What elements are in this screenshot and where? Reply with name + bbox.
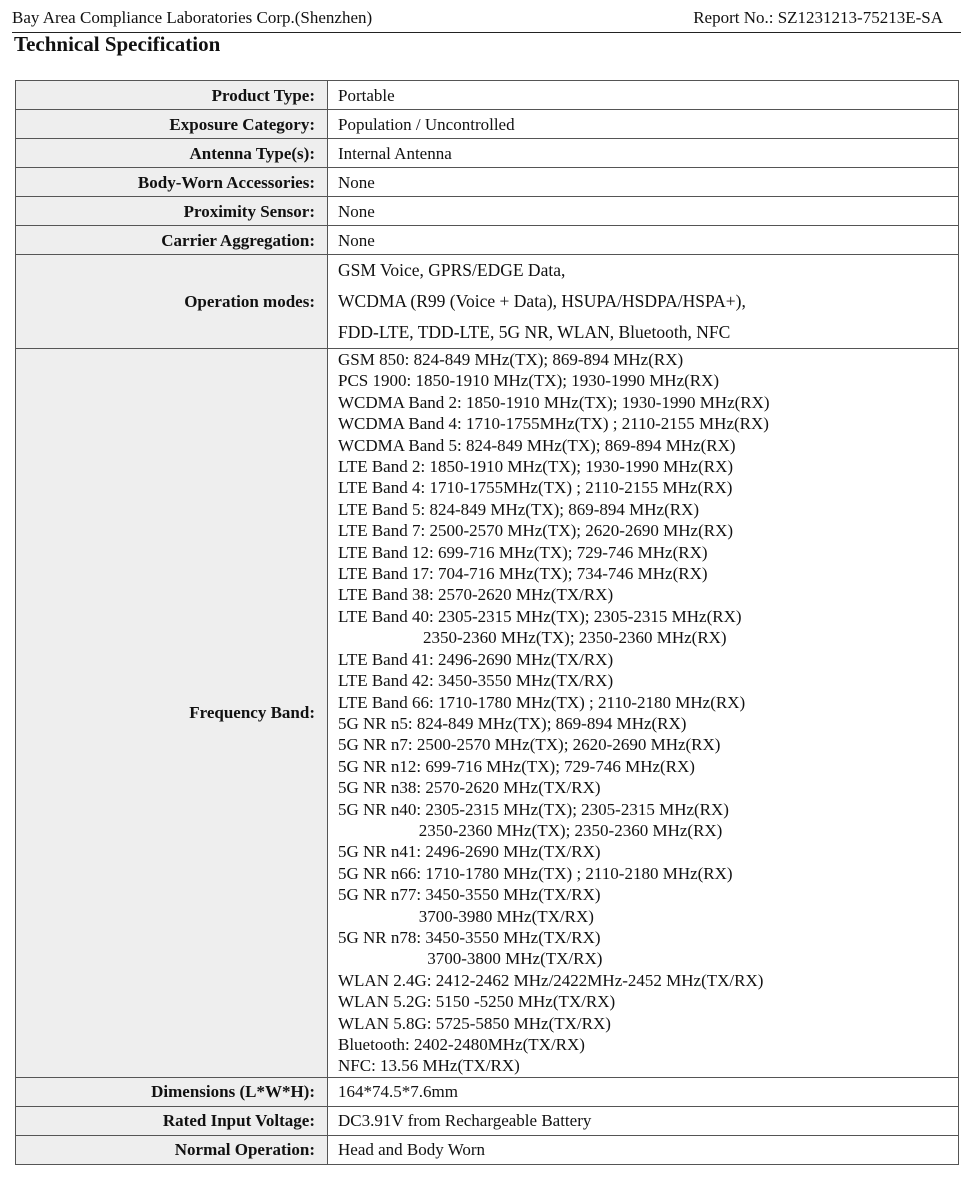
row-value: None: [328, 226, 959, 255]
frequency-line: NFC: 13.56 MHz(TX/RX): [338, 1056, 520, 1076]
row-label: Exposure Category:: [16, 110, 328, 139]
row-label: Proximity Sensor:: [16, 197, 328, 226]
frequency-line: LTE Band 7: 2500-2570 MHz(TX); 2620-2690 MHz(RX): [338, 521, 734, 541]
spec-table: [15, 80, 959, 1165]
table-row: [16, 110, 959, 139]
document-title: Technical Specification: [14, 32, 221, 56]
frequency-line: WCDMA Band 5: 824-849 MHz(TX); 869-894 MHz(RX): [338, 435, 736, 455]
frequency-line: 3700-3800 MHz(TX/RX): [338, 949, 603, 969]
table-row-frequency-band: [16, 349, 959, 1078]
row-label: Antenna Type(s):: [16, 139, 328, 168]
table-row: [16, 1077, 959, 1106]
operation-modes-value: [328, 255, 959, 349]
row-label: Operation modes:: [16, 255, 328, 349]
frequency-line: 5G NR n12: 699-716 MHz(TX); 729-746 MHz(RX): [338, 756, 695, 776]
row-value: Internal Antenna: [328, 139, 959, 168]
row-value: Portable: [328, 81, 959, 110]
row-label: Normal Operation:: [16, 1135, 328, 1164]
row-value: None: [328, 197, 959, 226]
page-header: [12, 6, 961, 33]
frequency-line: LTE Band 38: 2570-2620 MHz(TX/RX): [338, 585, 614, 605]
row-label: Carrier Aggregation:: [16, 226, 328, 255]
frequency-line: WCDMA Band 2: 1850-1910 MHz(TX); 1930-1990 MHz(RX): [338, 392, 770, 412]
row-value: Head and Body Worn: [328, 1135, 959, 1164]
table-row: [16, 1106, 959, 1135]
row-label: Dimensions (L*W*H):: [16, 1077, 328, 1106]
table-row: [16, 226, 959, 255]
table-row: [16, 197, 959, 226]
frequency-line: 5G NR n41: 2496-2690 MHz(TX/RX): [338, 842, 601, 862]
frequency-line: 3700-3980 MHz(TX/RX): [338, 906, 594, 926]
row-label: Frequency Band:: [16, 349, 328, 1078]
frequency-line: WCDMA Band 4: 1710-1755MHz(TX) ; 2110-2155 MHz(RX): [338, 414, 769, 434]
table-row: [16, 1135, 959, 1164]
frequency-line: WLAN 5.2G: 5150 -5250 MHz(TX/RX): [338, 992, 616, 1012]
row-value: DC3.91V from Rechargeable Battery: [328, 1106, 959, 1135]
table-row: [16, 139, 959, 168]
row-label: Product Type:: [16, 81, 328, 110]
frequency-line: 5G NR n40: 2305-2315 MHz(TX); 2305-2315 MHz(RX): [338, 799, 729, 819]
frequency-line: 5G NR n78: 3450-3550 MHz(TX/RX): [338, 927, 601, 947]
frequency-line: LTE Band 5: 824-849 MHz(TX); 869-894 MHz(RX): [338, 499, 700, 519]
frequency-line: PCS 1900: 1850-1910 MHz(TX); 1930-1990 MHz(RX): [338, 371, 720, 391]
operation-mode-line: FDD-LTE, TDD-LTE, 5G NR, WLAN, Bluetooth, NFC: [338, 322, 731, 342]
frequency-line: 5G NR n38: 2570-2620 MHz(TX/RX): [338, 778, 601, 798]
frequency-line: 5G NR n5: 824-849 MHz(TX); 869-894 MHz(RX): [338, 713, 687, 733]
table-row: [16, 168, 959, 197]
row-label: Rated Input Voltage:: [16, 1106, 328, 1135]
row-label: Body-Worn Accessories:: [16, 168, 328, 197]
frequency-line: 2350-2360 MHz(TX); 2350-2360 MHz(RX): [338, 820, 723, 840]
frequency-line: LTE Band 41: 2496-2690 MHz(TX/RX): [338, 649, 614, 669]
frequency-line: LTE Band 12: 699-716 MHz(TX); 729-746 MHz(RX): [338, 542, 708, 562]
frequency-line: 5G NR n77: 3450-3550 MHz(TX/RX): [338, 885, 601, 905]
frequency-line: LTE Band 40: 2305-2315 MHz(TX); 2305-2315 MHz(RX): [338, 606, 742, 626]
row-value: None: [328, 168, 959, 197]
frequency-line: LTE Band 4: 1710-1755MHz(TX) ; 2110-2155 MHz(RX): [338, 478, 733, 498]
frequency-line: 5G NR n66: 1710-1780 MHz(TX) ; 2110-2180 MHz(RX): [338, 863, 733, 883]
frequency-line: LTE Band 2: 1850-1910 MHz(TX); 1930-1990 MHz(RX): [338, 457, 734, 477]
frequency-line: WLAN 5.8G: 5725-5850 MHz(TX/RX): [338, 1013, 611, 1033]
operation-mode-line: GSM Voice, GPRS/EDGE Data,: [338, 260, 566, 280]
frequency-line: WLAN 2.4G: 2412-2462 MHz/2422MHz-2452 MHz(TX/RX): [338, 970, 764, 990]
frequency-line: Bluetooth: 2402-2480MHz(TX/RX): [338, 1035, 585, 1054]
row-value: Population / Uncontrolled: [328, 110, 959, 139]
frequency-line: GSM 850: 824-849 MHz(TX); 869-894 MHz(RX): [338, 350, 684, 369]
frequency-band-value: [328, 349, 959, 1078]
frequency-line: LTE Band 17: 704-716 MHz(TX); 734-746 MHz(RX): [338, 564, 708, 584]
report-number: Report No.: SZ1231213-75213E-SA: [693, 8, 943, 27]
operation-mode-line: WCDMA (R99 (Voice + Data), HSUPA/HSDPA/HSPA+),: [338, 291, 746, 311]
frequency-line: LTE Band 66: 1710-1780 MHz(TX) ; 2110-2180 MHz(RX): [338, 692, 746, 712]
table-row: [16, 81, 959, 110]
table-row-operation-modes: [16, 255, 959, 349]
frequency-line: 2350-2360 MHz(TX); 2350-2360 MHz(RX): [338, 628, 727, 648]
row-value: 164*74.5*7.6mm: [328, 1077, 959, 1106]
frequency-line: 5G NR n7: 2500-2570 MHz(TX); 2620-2690 MHz(RX): [338, 735, 721, 755]
frequency-line: LTE Band 42: 3450-3550 MHz(TX/RX): [338, 671, 614, 691]
company-name: Bay Area Compliance Laboratories Corp.(Shenzhen): [12, 8, 373, 27]
